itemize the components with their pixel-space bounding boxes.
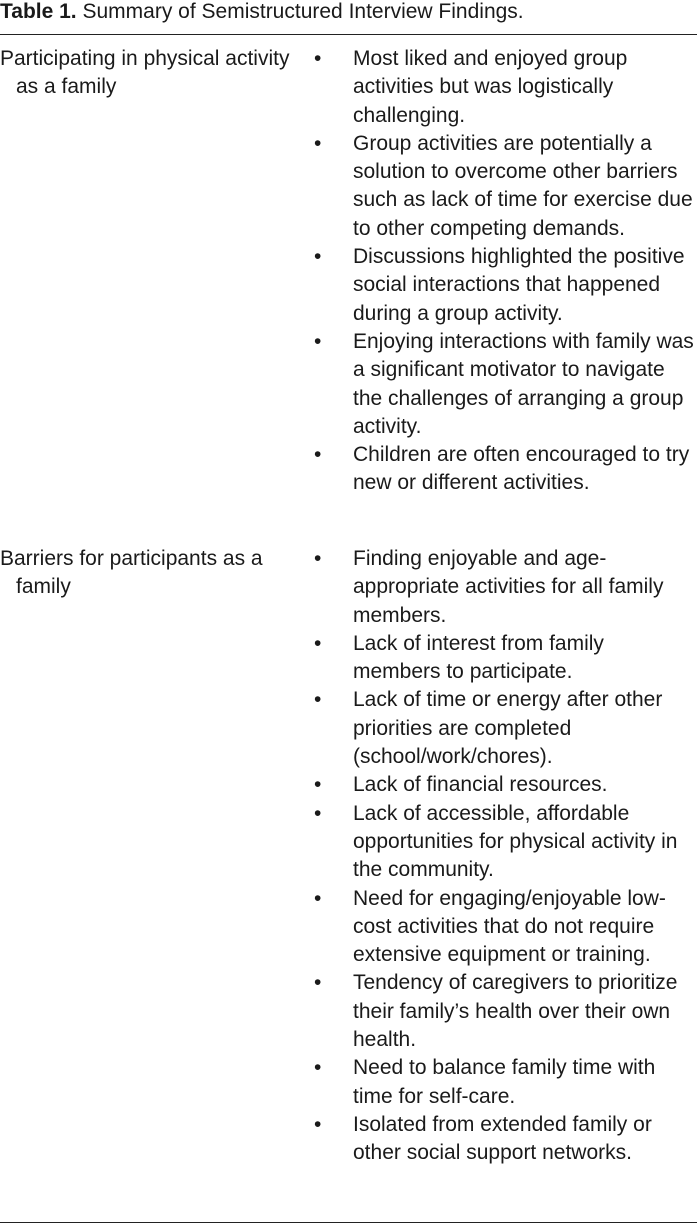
- finding-text: Lack of accessible, affordable opportunities for physical activity in the community.: [353, 801, 678, 882]
- finding-item: [314, 243, 697, 328]
- bullet-icon: •: [314, 245, 322, 269]
- finding-text: Discussions highlighted the positive social interactions that happened during a group activity.: [353, 245, 685, 325]
- finding-item: [314, 1054, 697, 1111]
- finding-text: Isolated from extended family or other social support networks.: [353, 1112, 652, 1165]
- finding-text: Need for engaging/enjoyable low-cost activities that do not require extensive equipment or training.: [353, 886, 666, 967]
- finding-item: [314, 130, 697, 243]
- finding-item: [314, 686, 697, 771]
- bullet-icon: •: [314, 631, 322, 655]
- finding-text: Enjoying interactions with family was a significant motivator to navigate the challenges of arranging a group activity.: [353, 329, 694, 438]
- finding-text: Most liked and enjoyed group activities but was logistically challenging.: [353, 47, 628, 127]
- finding-text: Need to balance family time with time for self-care.: [353, 1056, 656, 1108]
- bullet-icon: •: [314, 1056, 322, 1080]
- finding-item: [314, 771, 697, 799]
- finding-item: [314, 630, 697, 687]
- finding-text: Tendency of caregivers to prioritize their family’s health over their own health.: [353, 971, 678, 1052]
- bullet-icon: •: [314, 1112, 322, 1136]
- finding-text: Lack of interest from family members to participate.: [353, 631, 604, 684]
- bullet-icon: •: [314, 443, 322, 467]
- findings-list: [314, 45, 697, 498]
- bullet-icon: •: [314, 131, 322, 155]
- finding-item: [314, 441, 697, 498]
- finding-text: Children are often encouraged to try new or different activities.: [353, 443, 690, 495]
- finding-item: [314, 328, 697, 441]
- finding-item: [314, 800, 697, 885]
- row-theme: Participating in physical activity as a family: [0, 47, 290, 99]
- finding-item: [314, 545, 697, 630]
- table-caption: [0, 0, 524, 26]
- finding-text: Group activities are potentially a solution to overcome other barriers such as lack of time for exercise due to other competing demands.: [353, 131, 693, 240]
- finding-item: [314, 885, 697, 970]
- bullet-icon: •: [314, 801, 322, 825]
- table-caption-title: Summary of Semistructured Interview Findings.: [82, 0, 524, 23]
- findings-list: [314, 545, 697, 1168]
- bullet-icon: •: [314, 547, 322, 570]
- finding-text: Lack of financial resources.: [353, 773, 608, 797]
- finding-item: [314, 1111, 697, 1168]
- bullet-icon: •: [314, 688, 322, 712]
- bullet-icon: •: [314, 773, 322, 797]
- finding-text: Finding enjoyable and age-appropriate activities for all family members.: [353, 547, 664, 627]
- table-caption-label: Table 1.: [0, 0, 77, 23]
- finding-text: Lack of time or energy after other priorities are completed (school/work/chores).: [353, 688, 663, 769]
- table-bottom-rule: [0, 1222, 697, 1223]
- bullet-icon: •: [314, 886, 322, 910]
- bullet-icon: •: [314, 971, 322, 995]
- table-top-rule: [0, 34, 697, 35]
- bullet-icon: •: [314, 329, 322, 353]
- finding-item: [314, 45, 697, 130]
- row-theme: Barriers for participants as a family: [0, 547, 263, 599]
- bullet-icon: •: [314, 47, 322, 70]
- finding-item: [314, 969, 697, 1054]
